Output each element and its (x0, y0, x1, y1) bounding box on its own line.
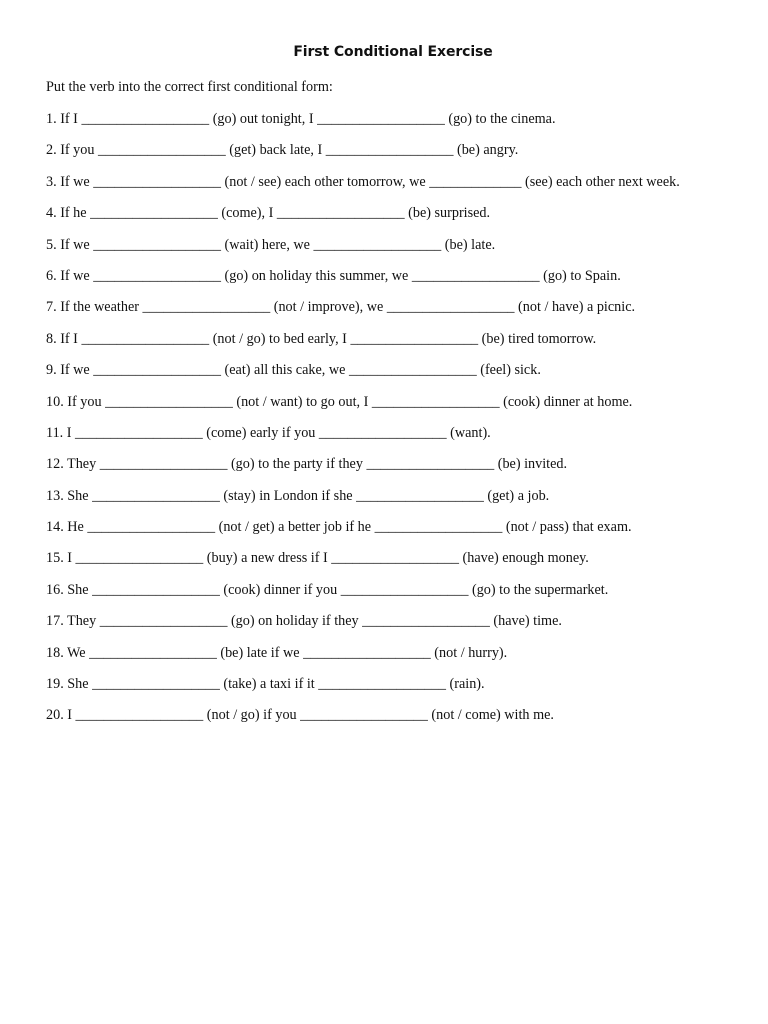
exercise-item-11: 11. I __________________ (come) early if you __________________ (want). (46, 424, 491, 441)
exercise-item-1: 1. If I __________________ (go) out tonight, I __________________ (go) to the cinema. (46, 111, 556, 127)
exercise-item-17: 17. They __________________ (go) on holiday if they __________________ (have) time. (46, 613, 562, 630)
exercise-item-4: 4. If he __________________ (come), I __________________ (be) surprised. (46, 205, 491, 222)
exercise-item-6: 6. If we __________________ (go) on holiday this summer, we __________________ (go) to Spain. (46, 267, 621, 284)
exercise-item-7: 7. If the weather __________________ (not / improve), we __________________ (not / have) a picnic. (46, 299, 636, 316)
exercise-item-8: 8. If I __________________ (not / go) to bed early, I __________________ (be) tired tomorrow. (46, 330, 597, 347)
exercise-item-14: 14. He __________________ (not / get) a better job if he __________________ (not / pass) that exam. (46, 519, 632, 536)
exercise-item-2: 2. If you __________________ (get) back late, I __________________ (be) angry. (46, 142, 519, 159)
exercise-item-13: 13. She __________________ (stay) in London if she __________________ (get) a job. (46, 487, 550, 504)
instruction-text: Put the verb into the correct first conditional form: (46, 79, 333, 95)
exercise-item-16: 16. She __________________ (cook) dinner if you __________________ (go) to the supermarket. (46, 581, 609, 598)
exercise-item-12: 12. They __________________ (go) to the party if they __________________ (be) invited. (46, 456, 568, 473)
exercise-item-3: 3. If we __________________ (not / see) each other tomorrow, we _____________ (see) each other next week. (46, 173, 680, 190)
exercise-item-10: 10. If you __________________ (not / want) to go out, I __________________ (cook) dinner at home. (46, 393, 633, 410)
exercise-item-9: 9. If we __________________ (eat) all this cake, we __________________ (feel) sick. (46, 362, 541, 379)
exercise-item-20: 20. I __________________ (not / go) if you __________________ (not / come) with me. (46, 707, 554, 724)
exercise-list (46, 110, 762, 738)
exercise-item-18: 18. We __________________ (be) late if we __________________ (not / hurry). (46, 644, 508, 661)
exercise-item-5: 5. If we __________________ (wait) here, we __________________ (be) late. (46, 236, 496, 253)
page-title: First Conditional Exercise (293, 44, 493, 60)
exercise-item-15: 15. I __________________ (buy) a new dress if I __________________ (have) enough money. (46, 550, 589, 567)
exercise-item-19: 19. She __________________ (take) a taxi if it __________________ (rain). (46, 676, 485, 693)
